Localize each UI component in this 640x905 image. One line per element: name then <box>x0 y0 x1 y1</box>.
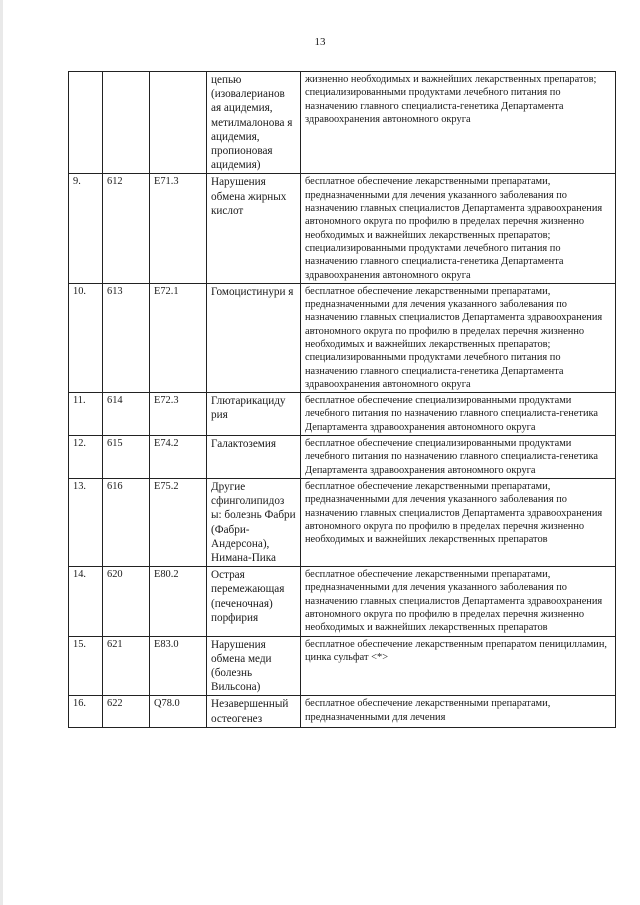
disease-name: Глютарикациду рия <box>207 393 301 436</box>
table-row <box>69 174 616 283</box>
icd-code <box>150 72 207 174</box>
provision-text: бесплатное обеспечение лекарственными препаратами, предназначенными для лечения указанного заболевания по назначению главных специалистов Департамента здравоохранения автономного округа по профилю в пределах перечня жизненно необходимых и важнейших лекарственных препаратов <box>301 478 616 566</box>
icd-code: E71.3 <box>150 174 207 283</box>
disease-code <box>103 72 150 174</box>
row-number: 13. <box>69 478 103 566</box>
disease-code: 621 <box>103 636 150 696</box>
row-number: 9. <box>69 174 103 283</box>
disease-name: Острая перемежающая (печеночная) порфирия <box>207 567 301 636</box>
provision-text: бесплатное обеспечение лекарственными препаратами, предназначенными для лечения указанного заболевания по назначению главных специалистов Департамента здравоохранения автономного округа по профилю в пределах перечня жизненно необходимых и важнейших лекарственных препаратов; специализированными продуктами лечебного питания по назначению главного специалиста-генетика Департамента здравоохранения автономного округа <box>301 174 616 283</box>
table-row <box>69 436 616 479</box>
row-number: 12. <box>69 436 103 479</box>
disease-code: 620 <box>103 567 150 636</box>
disease-name: Галактоземия <box>207 436 301 479</box>
table-row <box>69 72 616 174</box>
icd-code: E75.2 <box>150 478 207 566</box>
disease-name: Незавершенный остеогенез <box>207 696 301 727</box>
row-number: 15. <box>69 636 103 696</box>
row-number <box>69 72 103 174</box>
icd-code: Q78.0 <box>150 696 207 727</box>
icd-code: E72.3 <box>150 393 207 436</box>
icd-code: E72.1 <box>150 283 207 392</box>
disease-code: 622 <box>103 696 150 727</box>
disease-name: Гомоцистинури я <box>207 283 301 392</box>
disease-table <box>68 71 616 728</box>
provision-text: бесплатное обеспечение специализированными продуктами лечебного питания по назначению главного специалиста-генетика Департамента здравоохранения автономного округа <box>301 436 616 479</box>
row-number: 16. <box>69 696 103 727</box>
provision-text: бесплатное обеспечение лекарственным препаратом пеницилламин, цинка сульфат <*> <box>301 636 616 696</box>
disease-name: Нарушения обмена меди (болезнь Вильсона) <box>207 636 301 696</box>
disease-name: Нарушения обмена жирных кислот <box>207 174 301 283</box>
provision-text: бесплатное обеспечение специализированными продуктами лечебного питания по назначению главного специалиста-генетика Департамента здравоохранения автономного округа <box>301 393 616 436</box>
table-row <box>69 636 616 696</box>
provision-text: жизненно необходимых и важнейших лекарственных препаратов; специализированными продуктами лечебного питания по назначению главного специалиста-генетика Департамента здравоохранения автономного округа <box>301 72 616 174</box>
icd-code: E83.0 <box>150 636 207 696</box>
row-number: 10. <box>69 283 103 392</box>
icd-code: E80.2 <box>150 567 207 636</box>
disease-code: 613 <box>103 283 150 392</box>
table-row <box>69 393 616 436</box>
table-row <box>69 478 616 566</box>
icd-code: E74.2 <box>150 436 207 479</box>
disease-name: цепью (изовалерианов ая ацидемия, метилмалонова я ацидемия, пропионовая ацидемия) <box>207 72 301 174</box>
table-row <box>69 696 616 727</box>
table-row <box>69 283 616 392</box>
disease-code: 614 <box>103 393 150 436</box>
row-number: 14. <box>69 567 103 636</box>
provision-text: бесплатное обеспечение лекарственными препаратами, предназначенными для лечения <box>301 696 616 727</box>
provision-text: бесплатное обеспечение лекарственными препаратами, предназначенными для лечения указанного заболевания по назначению главных специалистов Департамента здравоохранения автономного округа по профилю в пределах перечня жизненно необходимых и важнейших лекарственных препаратов <box>301 567 616 636</box>
scan-edge <box>0 0 3 905</box>
page-number: 13 <box>314 36 326 48</box>
table-row <box>69 567 616 636</box>
disease-code: 612 <box>103 174 150 283</box>
disease-code: 615 <box>103 436 150 479</box>
disease-name: Другие сфинголипидоз ы: болезнь Фабри (Фабри-Андерсона), Нимана-Пика <box>207 478 301 566</box>
disease-code: 616 <box>103 478 150 566</box>
provision-text: бесплатное обеспечение лекарственными препаратами, предназначенными для лечения указанного заболевания по назначению главных специалистов Департамента здравоохранения автономного округа по профилю в пределах перечня жизненно необходимых и важнейших лекарственных препаратов; специализированными продуктами лечебного питания по назначению главного специалиста-генетика Департамента здравоохранения автономного округа <box>301 283 616 392</box>
row-number: 11. <box>69 393 103 436</box>
